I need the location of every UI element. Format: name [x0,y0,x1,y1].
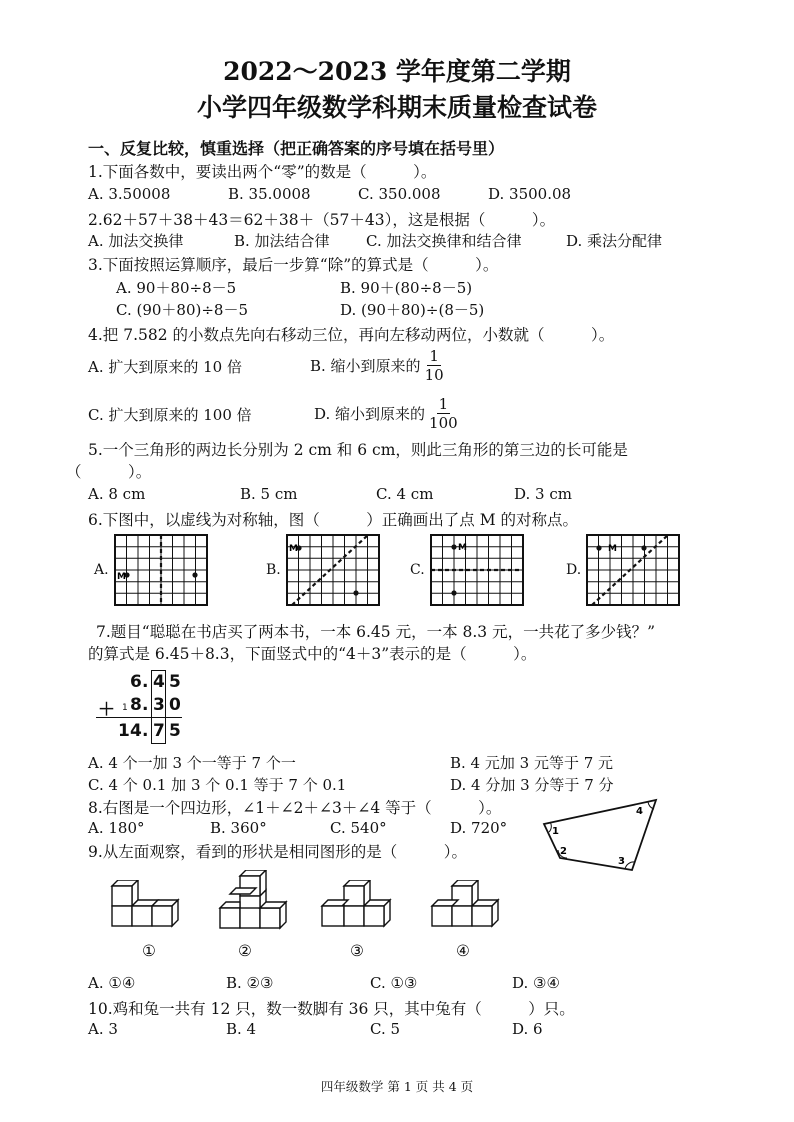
q5-option-d: D. 3 cm [514,485,572,503]
angle-label-2: 2 [560,846,567,857]
q9-figure-label-3: ③ [350,942,364,960]
q5-option-a: A. 8 cm [88,485,146,503]
q2-option-c: C. 加法交换律和结合律 [366,232,522,250]
q9-figure-label-1: ① [142,942,156,960]
question-10: 10.鸡和兔一共有 12 只，数一数脚有 36 只，其中兔有（ ）只。 [88,1000,575,1018]
calc-digit: 8 [130,695,142,715]
question-5-line-2: （ ）。 [66,463,152,481]
calc-carry-mark: 1 [122,703,128,713]
q8-option-d: D. 720° [450,819,508,837]
title-line-2: 小学四年级数学科期末质量检查试卷 [196,93,597,122]
question-6: 6.下图中，以虚线为对称轴，图（ ）正确画出了点 M 的对称点。 [88,511,579,529]
q5-option-b: B. 5 cm [240,485,298,503]
q3-option-b: B. 90＋(80÷8－5) [340,279,473,297]
calc-point: . [142,721,149,741]
q4-option-c: C. 扩大到原来的 100 倍 [88,406,252,424]
q1-option-a: A. 3.50008 [88,185,171,203]
q8-option-c: C. 540° [330,819,387,837]
fraction-denominator: 100 [429,414,458,432]
q9-cube-figure-3 [316,880,400,932]
q1-option-d: D. 3500.08 [488,185,572,203]
q7-option-c: C. 4 个 0.1 加 3 个 0.1 等于 7 个 0.1 [88,776,347,794]
q9-cube-figure-1 [100,880,184,932]
point-m-label: M [608,544,617,554]
q7-option-a: A. 4 个一加 3 个一等于 7 个一 [88,754,296,772]
symmetric-point [192,572,197,577]
q3-option-c: C. (90＋80)÷8－5 [116,301,249,319]
calc-digit: 5 [169,721,181,741]
question-9: 9.从左面观察，看到的形状是相同图形的是（ ）。 [88,843,468,861]
fraction-denominator: 10 [424,366,444,384]
q9-figure-label-2: ② [238,942,252,960]
q10-option-c: C. 5 [370,1020,401,1038]
calc-digit: 6 [130,672,142,692]
q1-option-b: B. 35.0008 [228,185,311,203]
q2-option-d: D. 乘法分配律 [566,232,663,250]
q2-option-b: B. 加法结合律 [234,232,330,250]
calc-point: . [142,672,149,692]
calc-plus-sign: ＋ [98,700,115,720]
q10-option-b: B. 4 [226,1020,257,1038]
q3-option-a: A. 90＋80÷8－5 [116,279,237,297]
point-m [596,545,601,550]
q4-option-d-fraction [427,395,460,432]
angle-label-4: 4 [636,806,643,817]
point-m-label: M [117,572,126,582]
page-footer: 四年级数学 第 1 页 共 4 页 [320,1079,474,1094]
angle-label-3: 3 [618,856,625,867]
fraction-numerator: 1 [429,347,439,365]
q6-grid-c [430,534,524,606]
q10-option-a: A. 3 [88,1020,118,1038]
q2-option-a: A. 加法交换律 [88,232,184,250]
angle-label-1: 1 [552,826,559,837]
q3-option-d: D. (90＋80)÷(8－5) [340,301,485,319]
q6-grid-d [586,534,680,606]
calc-digit: 5 [169,672,181,692]
q4-option-b-fraction [423,347,446,384]
q9-option-b: B. ②③ [226,974,274,992]
fraction-numerator: 1 [438,395,449,413]
q7-vertical-calculation [96,670,186,746]
q9-option-a: A. ①④ [88,974,136,992]
section-1-heading: 一、反复比较，慎重选择（把正确答案的序号填在括号里） [88,139,505,158]
question-3: 3.下面按照运算顺序，最后一步算“除”的算式是（ ）。 [88,256,499,274]
title-line-1: 2022～2023 学年度第二学期 [223,57,571,86]
question-4: 4.把 7.582 的小数点先向右移动三位，再向左移动两位，小数就（ ）。 [88,326,615,344]
point-m-label: M [289,544,298,554]
q4-option-b [310,347,446,384]
symmetric-point [353,590,358,595]
q8-option-a: A. 180° [88,819,145,837]
calc-digit: 1 [118,721,130,741]
point-m-label: M [458,543,467,553]
calc-point: . [142,695,149,715]
question-7-line-1: 7.题目“聪聪在书店买了两本书，一本 6.45 元，一本 8.3 元，一共花了多少钱？” [96,623,656,641]
calc-digit: 7 [153,721,165,741]
q10-option-d: D. 6 [512,1020,543,1038]
q9-option-c: C. ①③ [370,974,418,992]
q4-option-a: A. 扩大到原来的 10 倍 [88,358,242,376]
q4-option-d-label: D. 缩小到原来的 [314,405,426,423]
question-7-line-2: 的算式是 6.45＋8.3，下面竖式中的“4＋3”表示的是（ ）。 [88,645,537,663]
point-m [451,544,456,549]
q6-grid-a [114,534,208,606]
q6-grid-b [286,534,380,606]
q6-figure-label-c: C. [410,562,425,578]
q1-option-c: C. 350.008 [358,185,441,203]
question-2: 2.62＋57＋38＋43＝62＋38＋（57＋43），这是根据（ ）。 [88,211,556,229]
q8-quadrilateral-figure [536,792,666,876]
calc-digit: 4 [153,672,165,692]
q6-figure-label-a: A. [94,562,109,578]
q9-cube-figure-4 [424,880,508,932]
q7-option-d: D. 4 分加 3 分等于 7 分 [450,776,614,794]
q7-option-b: B. 4 元加 3 元等于 7 元 [450,754,614,772]
symmetric-point [641,545,646,550]
calc-digit: 3 [153,695,165,715]
q9-figure-label-4: ④ [456,942,470,960]
q9-cube-figure-2 [210,870,294,934]
q6-figure-label-b: B. [266,562,281,578]
question-5-line-1: 5.一个三角形的两边长分别为 2 cm 和 6 cm，则此三角形的第三边的长可能是 [88,441,628,459]
symmetric-point [451,590,456,595]
q4-option-d [314,395,460,432]
q5-option-c: C. 4 cm [376,485,434,503]
question-1: 1.下面各数中，要读出两个“零”的数是（ ）。 [88,163,437,181]
q4-option-b-label: B. 缩小到原来的 [310,357,421,375]
q8-option-b: B. 360° [210,819,267,837]
calc-digit: 0 [169,695,181,715]
calc-digit: 4 [130,721,142,741]
question-8: 8.右图是一个四边形，∠1＋∠2＋∠3＋∠4 等于（ ）。 [88,799,502,817]
q6-figure-label-d: D. [566,562,582,578]
q9-option-d: D. ③④ [512,974,560,992]
